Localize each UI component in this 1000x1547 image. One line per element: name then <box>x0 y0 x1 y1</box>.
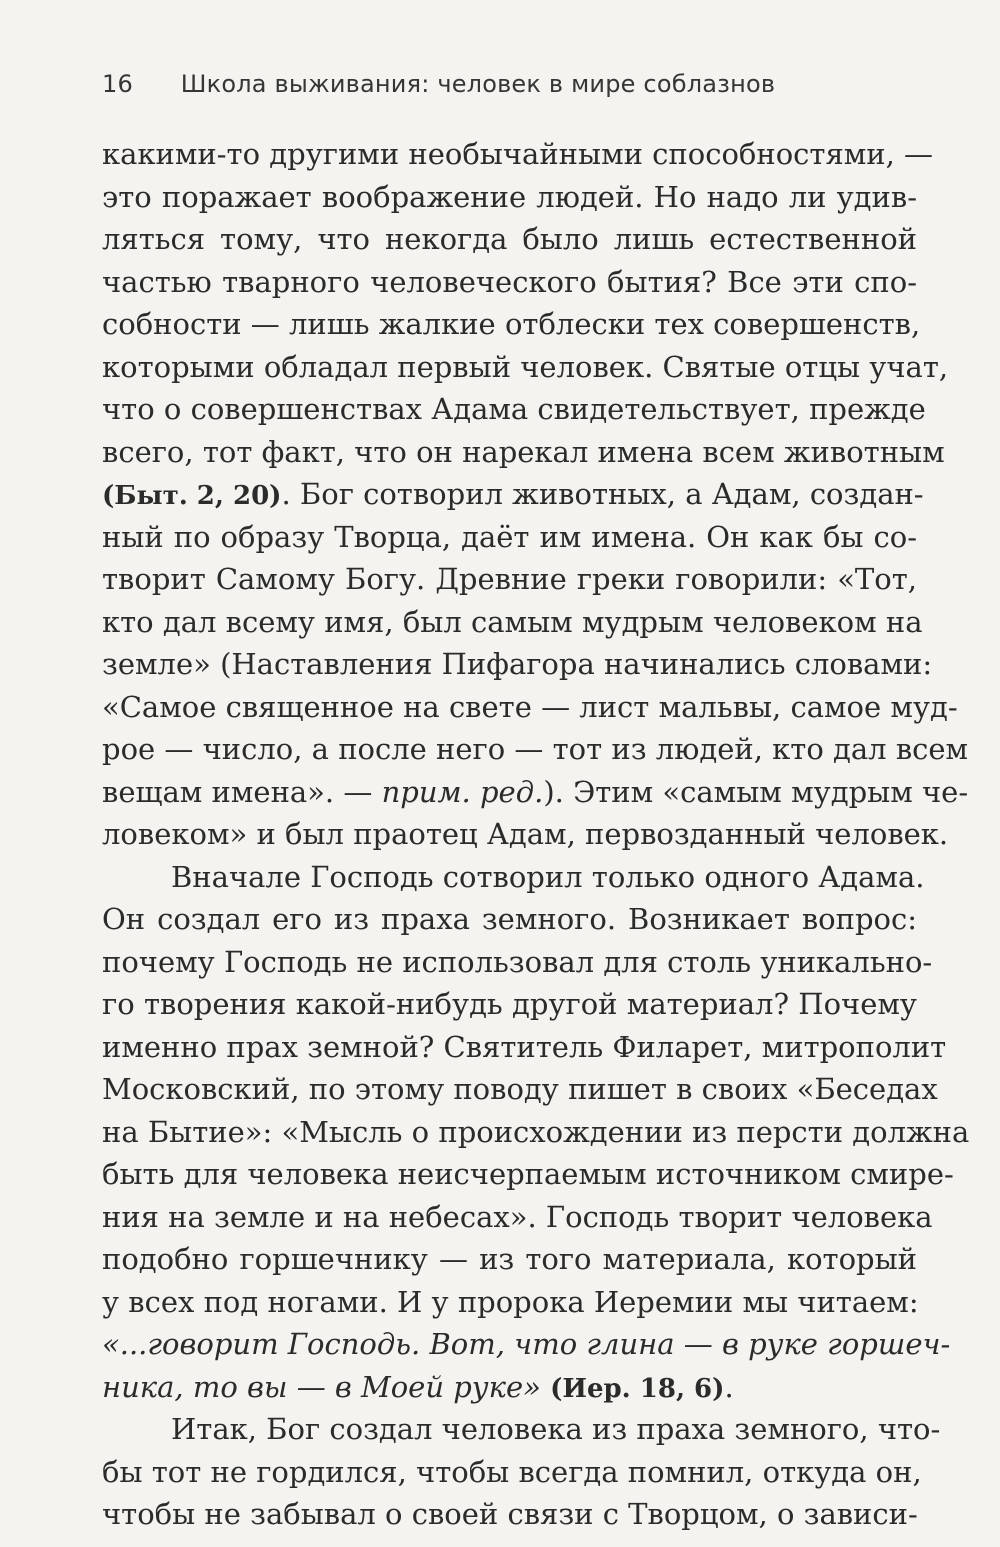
text-line <box>102 1323 951 1366</box>
text-segment: ния на земле и на небесах». Господь творит человека <box>102 1199 933 1234</box>
text-segment: на Бытие»: «Мысль о происхождении из персти должна <box>102 1114 970 1149</box>
text-line <box>102 473 924 516</box>
scripture-reference: (Быт. 2, 20) <box>102 481 282 511</box>
text-segment: чтобы не забывал о своей связи с Творцом, о зависи- <box>102 1497 918 1531</box>
text-segment: быть для человека неисчерпаемым источником смире- <box>102 1157 954 1191</box>
text-segment: Вначале Господь сотворил только одного Адама. <box>171 859 925 894</box>
text-line <box>102 686 958 729</box>
text-segment: ный по образу Творца, даёт им имена. Он как бы со- <box>102 519 917 554</box>
running-title: Школа выживания: человек в мире соблазнов <box>180 70 776 98</box>
text-segment: «Самое священное на свете — лист мальвы, самое муд- <box>102 689 958 724</box>
text-line <box>102 558 917 601</box>
text-line <box>102 176 917 219</box>
text-segment: ). Этим «самым мудрым че- <box>543 774 969 809</box>
italic-text: «...говорит Господь. Вот, что глина — в руке горшеч- <box>102 1327 951 1361</box>
text-line <box>102 388 926 431</box>
text-segment: кто дал всему имя, был самым мудрым человеком на <box>102 604 923 639</box>
text-line <box>102 1111 970 1154</box>
text-segment: всего, тот факт, что он нарекал имена всем животным <box>102 434 945 469</box>
text-segment: у всех под ногами. И у пророка Иеремии мы читаем: <box>102 1284 919 1319</box>
text-segment: бы тот не гордился, чтобы всегда помнил, откуда он, <box>102 1454 922 1489</box>
text-segment: рое — число, а после него — тот из людей, кто дал всем <box>102 732 969 766</box>
text-line <box>102 133 934 176</box>
text-line <box>102 1026 947 1069</box>
text-segment: Московский, по этому поводу пишет в своих «Беседах <box>102 1072 938 1106</box>
text-line <box>102 1281 917 1324</box>
text-line <box>102 1238 917 1281</box>
text-line <box>102 643 933 686</box>
text-line <box>102 1068 938 1111</box>
text-segment: которыми обладал первый человек. Святые отцы учат, <box>102 349 949 384</box>
text-segment: это поражает воображение людей. Но надо ли удив- <box>102 179 917 214</box>
text-segment: какими-то другими необычайными способностями, — <box>102 137 934 171</box>
text-line <box>102 431 945 474</box>
paragraph <box>102 1408 941 1536</box>
text-segment: Он создал его из праха земного. Возникает вопрос: <box>102 902 917 936</box>
text-line <box>102 601 923 644</box>
text-segment: земле» (Наставления Пифагора начинались словами: <box>102 647 933 681</box>
text-line <box>102 898 917 941</box>
body-text <box>102 133 970 1536</box>
text-line <box>102 1493 917 1536</box>
scripture-reference: (Иер. 18, 6) <box>550 1373 725 1404</box>
paragraph <box>102 133 969 856</box>
text-segment: . <box>724 1369 734 1404</box>
text-segment: . Бог сотворил животных, а Адам, создан- <box>281 477 924 511</box>
page-number: 16 <box>102 70 133 98</box>
running-header <box>102 70 775 98</box>
text-line <box>102 1408 941 1451</box>
text-line <box>102 771 969 814</box>
paragraph <box>102 856 970 1409</box>
text-line <box>102 303 921 346</box>
italic-text: прим. ред. <box>381 774 544 809</box>
text-segment: творит Самому Богу. Древние греки говорили: «Тот, <box>102 562 917 596</box>
italic-text: ника, то вы — в Моей руке» <box>102 1369 541 1404</box>
text-segment: что о совершенствах Адама свидетельствует, прежде <box>102 392 926 426</box>
text-segment: ляться тому, что некогда было лишь естественной <box>102 222 917 256</box>
text-line <box>102 346 949 389</box>
text-segment: частью тварного человеческого бытия? Все эти спо- <box>102 264 917 299</box>
text-line <box>102 813 949 856</box>
text-line <box>102 261 917 304</box>
text-segment: ловеком» и был праотец Адам, первозданный человек. <box>102 817 949 851</box>
text-line <box>102 1451 922 1494</box>
text-segment: именно прах земной? Святитель Филарет, митрополит <box>102 1029 947 1064</box>
text-segment: го творения какой-нибудь другой материал? Почему <box>102 987 917 1021</box>
text-segment: почему Господь не использовал для столь уникально- <box>102 944 933 979</box>
text-segment: вещам имена». — <box>102 774 382 809</box>
text-line <box>102 516 917 559</box>
text-line <box>102 1366 917 1409</box>
text-line <box>102 728 969 771</box>
text-line <box>102 856 925 899</box>
text-line <box>102 1196 933 1239</box>
text-line <box>102 983 917 1026</box>
text-line <box>102 941 933 984</box>
text-line <box>102 1153 954 1196</box>
text-segment: Итак, Бог создал человека из праха земного, что- <box>171 1412 941 1446</box>
text-segment: подобно горшечнику — из того материала, который <box>102 1242 917 1276</box>
text-line <box>102 218 917 261</box>
text-segment <box>541 1370 550 1404</box>
text-segment: собности — лишь жалкие отблески тех совершенств, <box>102 307 921 341</box>
